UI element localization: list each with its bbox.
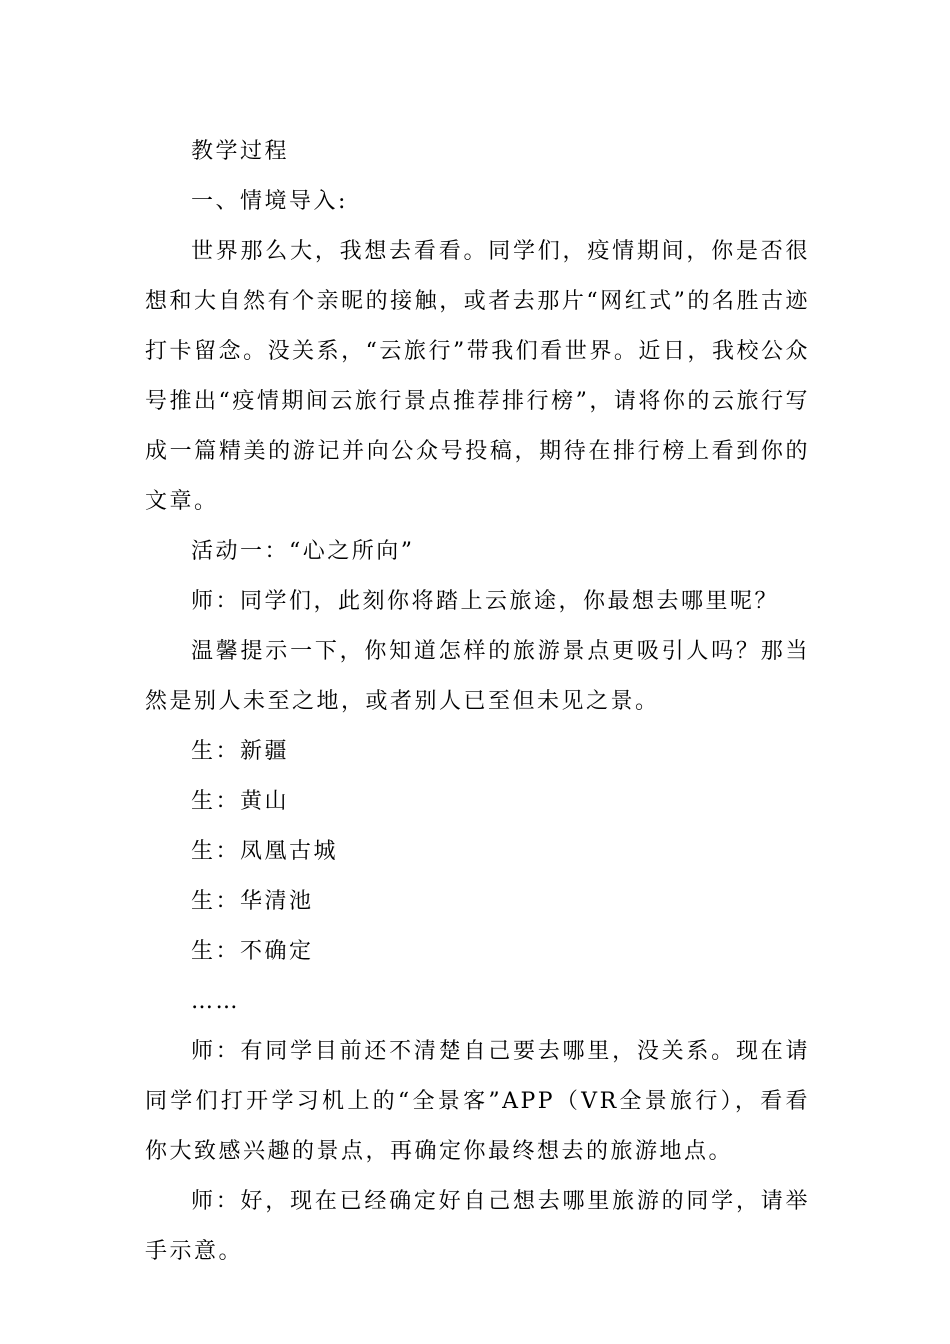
teacher-line: 师：好，现在已经确定好自己想去哪里旅游的同学，请举手示意。 [145, 1189, 810, 1264]
teacher-line: 师：有同学目前还不清楚自己要去哪里，没关系。现在请同学们打开学习机上的“全景客”APP（VR全景旅行），看看你大致感兴趣的景点，再确定你最终想去的旅游地点。 [145, 1039, 810, 1164]
ellipsis-line: …… [191, 989, 240, 1014]
teacher-line: 师：同学们，此刻你将踏上云旅途，你最想去哪里呢？ [191, 589, 780, 614]
subsection-heading: 一、情境导入: [191, 189, 348, 214]
document-body [145, 127, 810, 1277]
student-line: 生：凤凰古城 [191, 839, 339, 864]
student-line: 生：黄山 [191, 789, 290, 814]
tip-paragraph: 温馨提示一下，你知道怎样的旅游景点更吸引人吗？那当然是别人未至之地，或者别人已至但未见之景。 [145, 639, 810, 714]
intro-paragraph: 世界那么大，我想去看看。同学们，疫情期间，你是否很想和大自然有个亲昵的接触，或者去那片“网红式”的名胜古迹打卡留念。没关系，“云旅行”带我们看世界。近日，我校公众号推出“疫情期间云旅行景点推荐排行榜”，请将你的云旅行写成一篇精美的游记并向公众号投稿，期待在排行榜上看到你的文章。 [145, 239, 810, 514]
activity-heading: 活动一：“心之所向” [191, 539, 415, 564]
student-line: 生：不确定 [191, 939, 314, 964]
student-line: 生：华清池 [191, 889, 314, 914]
student-line: 生：新疆 [191, 739, 290, 764]
section-heading: 教学过程 [191, 139, 290, 164]
